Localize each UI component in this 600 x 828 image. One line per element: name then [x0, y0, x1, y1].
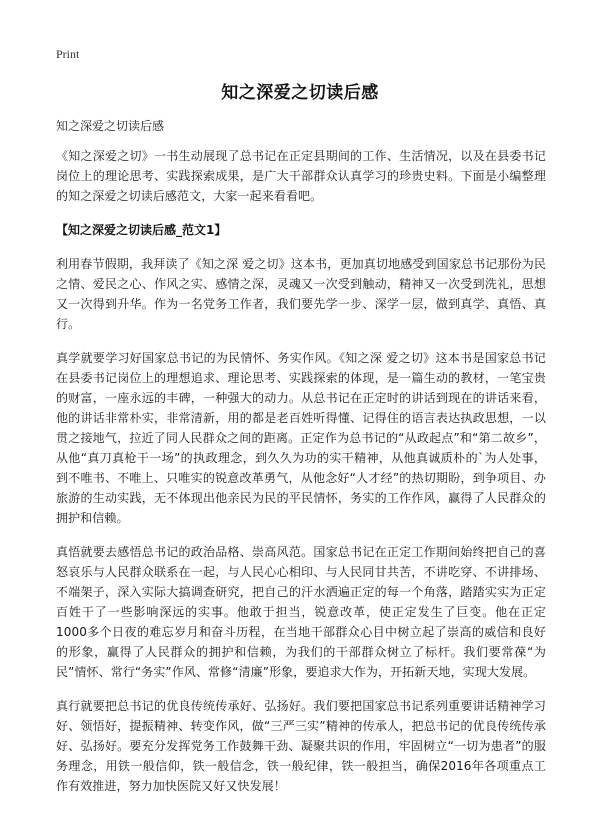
- body-paragraph-3: 真悟就要去感悟总书记的政治品格、崇高风范。国家总书记在正定工作期间始终把自己的喜怒哀乐与人民群众联系在一起，与人民心心相印、与人民同甘共苦，不讲吃穿、不讲排场、不端架子，深入实际大搞调查研究，把自己的汗水洒遍正定的每一个角落，踏踏实实为正定百姓干了一些影响深远的实事。他敢于担当，锐意改革，使正定发生了巨变。他在正定1000多个日夜的难忘岁月和奋斗历程，在当地干部群众心目中树立起了崇高的威信和良好的形象，赢得了人民群众的拥护和信赖，为我们的干部群众树立了标杆。我们要常葆“为民”情怀、常行“务实”作风、常修“清廉”形象，要追求大作为，开拓新天地，实现大发展。: [56, 545, 546, 679]
- body-paragraph-1: 利用春节假期，我拜读了《知之深 爱之切》这本书，更加真切地感受到国家总书记那份为民之情、爱民之心、作风之实、感情之深，灵魂又一次受到触动，精神又一次受到洗礼，思想又一次得到升华。作为一名党务工作者，我们要先学一步、深学一层，做到真学、真悟、真行。: [56, 257, 546, 331]
- page-title: 知之深爱之切读后感: [221, 83, 379, 103]
- article-subtitle: 知之深爱之切读后感: [56, 119, 165, 133]
- body-paragraph-4: 真行就要把总书记的优良传统传承好、弘扬好。我们要把国家总书记系列重要讲话精神学习好、领悟好，提振精神、转变作风，做“三严三实”精神的传承人，把总书记的优良传统传承好、弘扬好。要充分发挥党务工作鼓舞干劲、凝聚共识的作用，牢固树立“一切为患者”的服务理念，用铁一般信仰，铁一般信念，铁一般纪律，铁一般担当，确保2016年各项重点工作有效推进，努力加快医院又好又快发展！: [56, 699, 546, 793]
- section-heading: 【知之深爱之切读后感_范文1】: [56, 223, 227, 237]
- intro-paragraph: 《知之深爱之切》一书生动展现了总书记在正定县期间的工作、生活情况，以及在县委书记岗位上的理论思考、实践探索成果，是广大干部群众认真学习的珍贵史料。下面是小编整理的知之深爱之切读后感范文，大家一起来看看吧。: [56, 149, 546, 203]
- article-body: [56, 146, 546, 810]
- print-link[interactable]: Print: [56, 47, 80, 61]
- body-paragraph-2: 真学就要学习好国家总书记的为民情怀、务实作风。《知之深 爱之切》这本书是国家总书记在县委书记岗位上的理想追求、理论思考、实践探索的体现，是一篇生动的教材，一笔宝贵的财富，一座永远的丰碑，一种强大的动力。从总书记在正定时的讲话到现在的讲话来看，他的讲话非常朴实，非常清新，用的都是老百姓听得懂、记得住的语言表达执政思想，一以贯之接地气，拉近了同人民群众之间的距离。正定作为总书记的“从政起点”和“第二故乡”，从他“真刀真枪干一场”的执政理念，到久久为功的实干精神，从他真诚质朴的`为人处事，到不唯书、不唯上、只唯实的锐意改革勇气，从他念好“人才经”的热切期盼，到争项目、办旅游的生动实践，无不体现出他亲民为民的平民情怀，务实的工作作风，赢得了人民群众的拥护和信赖。: [56, 351, 546, 525]
